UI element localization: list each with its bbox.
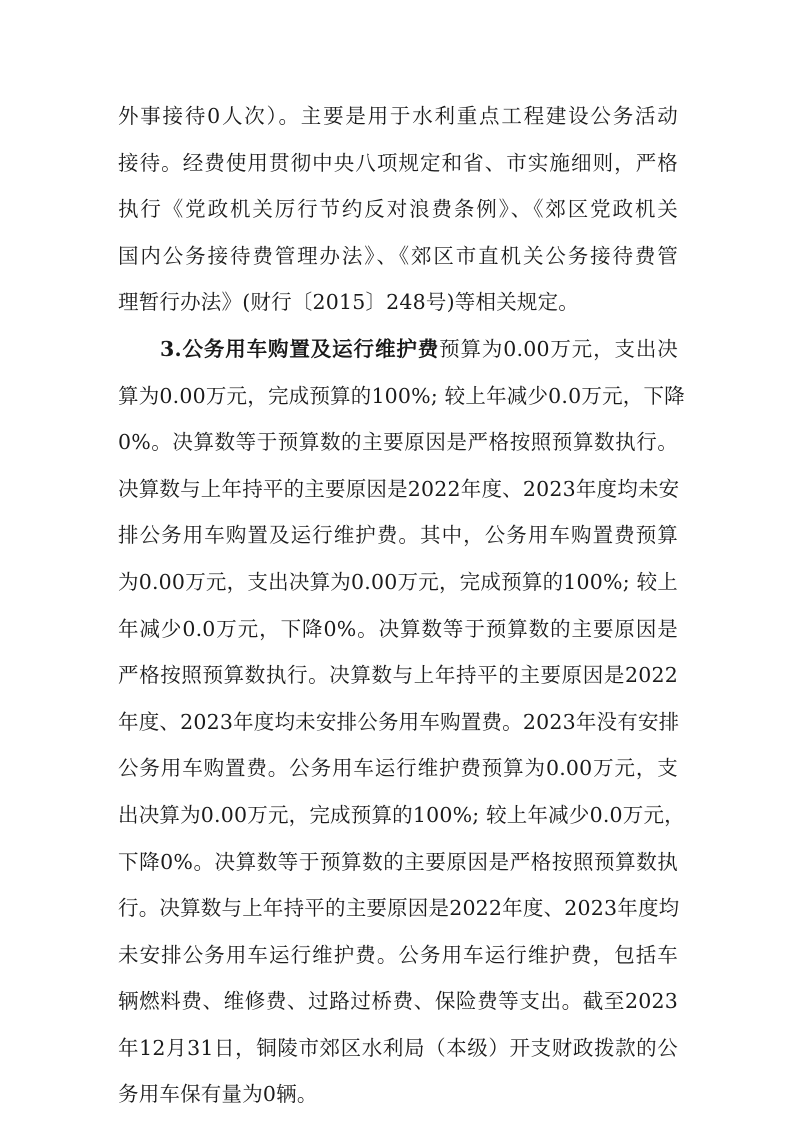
- text-line: 理暂行办法》(财行〔2015〕248号)等相关规定。: [118, 290, 579, 315]
- text-line: 年减少0.0万元，下降0%。决算数等于预算数的主要原因是: [118, 616, 678, 641]
- text-line: 算为0.00万元，完成预算的100%; 较上年减少0.0万元，下降: [118, 383, 685, 408]
- text-line: 未安排公务用车运行维护费。公务用车运行维护费，包括车: [118, 942, 678, 967]
- text-line: 务用车保有量为0辆。: [118, 1082, 318, 1107]
- text-line: 0%。决算数等于预算数的主要原因是严格按照预算数执行。: [118, 430, 678, 455]
- text-line: 严格按照预算数执行。决算数与上年持平的主要原因是2022: [118, 663, 678, 688]
- text-line: 公务用车购置费。公务用车运行维护费预算为0.00万元，支: [118, 756, 678, 781]
- section-heading: 3.公务用车购置及运行维护费: [160, 336, 440, 361]
- heading-line-text: 预算为0.00万元，支出决: [439, 336, 678, 361]
- text-line: 辆燃料费、维修费、过路过桥费、保险费等支出。截至2023: [118, 989, 678, 1014]
- text-line: 年度、2023年度均未安排公务用车购置费。2023年没有安排: [118, 709, 680, 734]
- text-line: 行。决算数与上年持平的主要原因是2022年度、2023年度均: [118, 896, 680, 921]
- text-line: 国内公务接待费管理办法》、《郊区市直机关公务接待费管: [118, 243, 678, 268]
- text-line: 决算数与上年持平的主要原因是2022年度、2023年度均未安: [118, 476, 680, 501]
- section-heading-line: [118, 329, 678, 376]
- text-line: 排公务用车购置及运行维护费。其中，公务用车购置费预算: [118, 523, 678, 548]
- text-line: 执行《党政机关厉行节约反对浪费条例》、《郊区党政机关: [118, 197, 678, 222]
- text-line: 为0.00万元，支出决算为0.00万元，完成预算的100%; 较上: [118, 569, 678, 594]
- text-line: 外事接待0人次）。主要是用于水利重点工程建设公务活动: [118, 104, 678, 128]
- body-text: [118, 96, 685, 1121]
- text-line: 年12月31日，铜陵市郊区水利局（本级）开支财政拨款的公: [118, 1035, 678, 1060]
- text-line: 接待。经费使用贯彻中央八项规定和省、市实施细则，严格: [118, 150, 678, 175]
- text-line: 下降0%。决算数等于预算数的主要原因是严格按照预算数执: [118, 849, 678, 874]
- text-line: 出决算为0.00万元，完成预算的100%; 较上年减少0.0万元，: [118, 802, 685, 827]
